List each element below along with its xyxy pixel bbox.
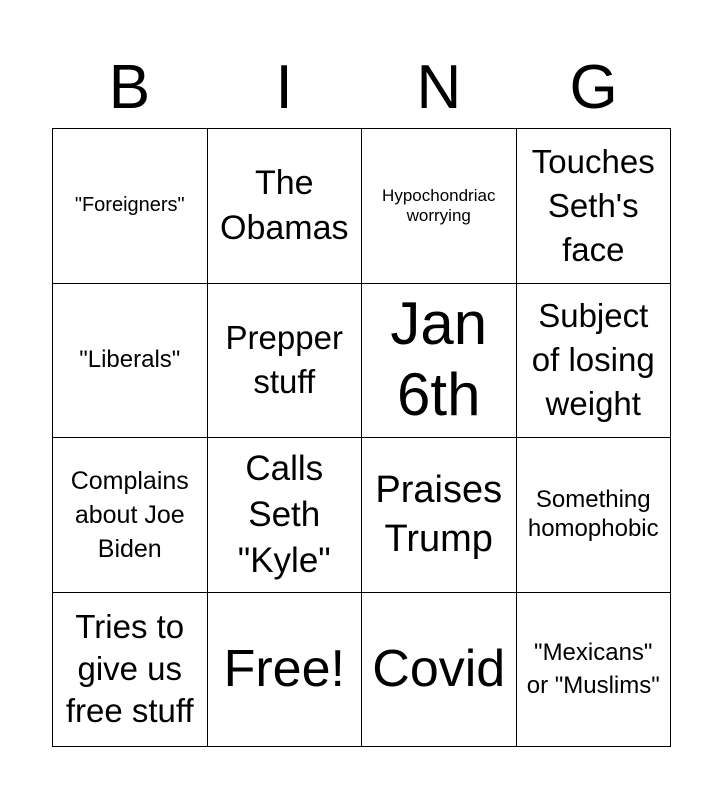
bingo-cell[interactable]: The Obamas — [208, 129, 363, 284]
bingo-cell[interactable]: Praises Trump — [362, 438, 517, 593]
header-letter-i: I — [275, 53, 293, 122]
bingo-cell[interactable]: Something homophobic — [517, 438, 672, 593]
bingo-cell[interactable]: Subject of losing weight — [517, 284, 672, 439]
bingo-cell[interactable]: Tries to give us free stuff — [53, 593, 208, 748]
free-space-cell[interactable]: Free! — [208, 593, 363, 748]
bingo-cell[interactable]: "Foreigners" — [53, 129, 208, 284]
bingo-cell[interactable]: Jan 6th — [362, 284, 517, 439]
bingo-cell[interactable]: Prepper stuff — [208, 284, 363, 439]
bingo-cell[interactable]: "Liberals" — [53, 284, 208, 439]
bingo-cell[interactable]: Hypochondriac worrying — [362, 129, 517, 284]
header-letter-n: N — [416, 53, 462, 122]
header-letter-g: G — [569, 53, 618, 122]
bingo-cell[interactable]: Calls Seth "Kyle" — [208, 438, 363, 593]
bingo-board — [52, 128, 671, 747]
bingo-cell[interactable]: Covid — [362, 593, 517, 748]
bingo-cell[interactable]: Complains about Joe Biden — [53, 438, 208, 593]
bingo-cell[interactable]: "Mexicans" or "Muslims" — [517, 593, 672, 748]
bingo-cell[interactable]: Touches Seth's face — [517, 129, 672, 284]
bingo-header — [52, 52, 671, 124]
header-letter-b: B — [108, 53, 151, 122]
